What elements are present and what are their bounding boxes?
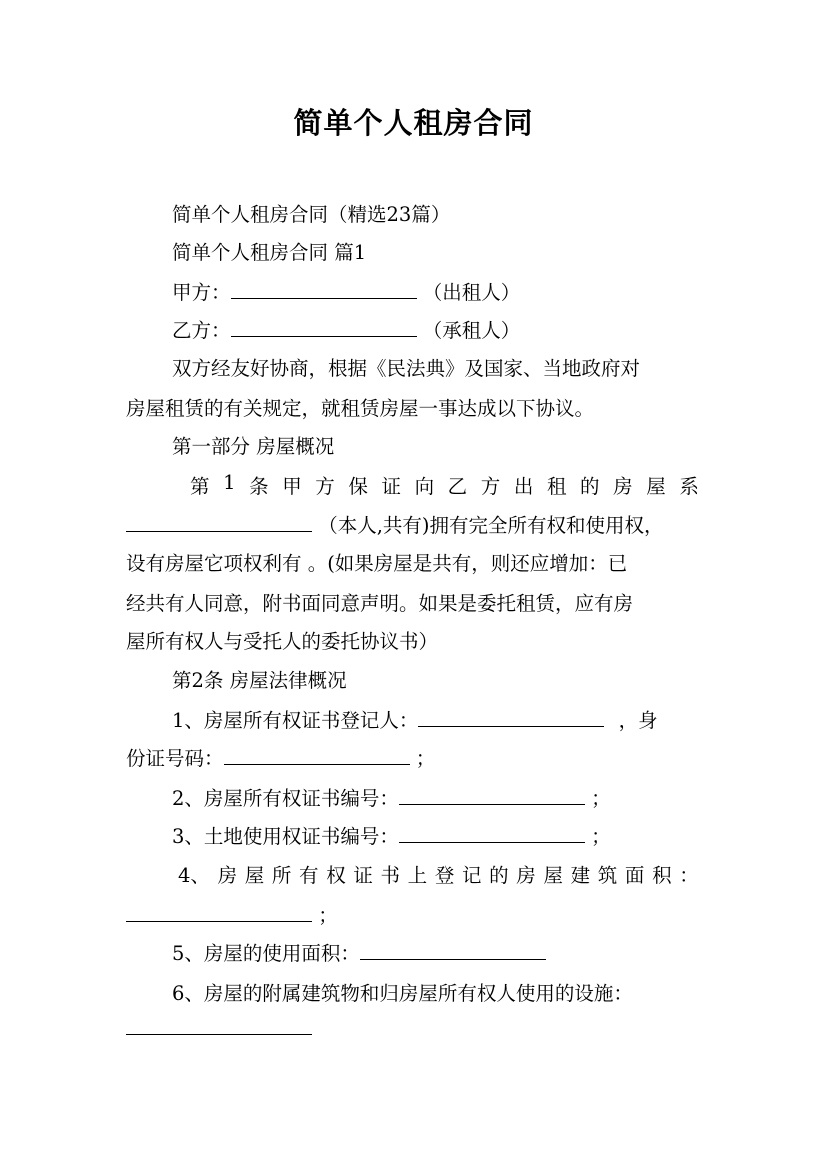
article1-char: 乙 <box>447 475 468 498</box>
item4-line2-suffix: ； <box>318 904 338 927</box>
facilities-blank[interactable] <box>126 1016 312 1035</box>
party-b-suffix: （承租人） <box>422 319 521 342</box>
item4-line1 <box>178 860 699 888</box>
item3-line <box>172 821 701 849</box>
article1-char: 第 <box>190 475 210 498</box>
article1-char: 出 <box>513 475 534 498</box>
item4-char: 屋 <box>543 864 563 887</box>
party-a-blank[interactable] <box>231 280 417 299</box>
item4-char: 屋 <box>244 864 265 887</box>
item4-char: 登 <box>434 864 455 887</box>
item4-char: 房 <box>217 864 238 887</box>
item1-suffix: ，身 <box>618 709 658 732</box>
article2-heading: 第2条 房屋法律概况 <box>172 669 347 692</box>
item3-prefix: 3、土地使用权证书编号： <box>172 825 399 848</box>
article1-char: 向 <box>414 475 435 498</box>
item4-char: 权 <box>326 864 346 887</box>
party-b-label: 乙方： <box>172 319 231 342</box>
article1-char: 1 <box>223 471 236 494</box>
item4-char: 证 <box>353 864 373 887</box>
party-a-label: 甲方： <box>172 281 231 304</box>
item2-line <box>172 783 701 811</box>
article1-char: 房 <box>613 475 633 498</box>
article1-line4: 经共有人同意，附书面同意声明。如果是委托租赁，应有房 <box>126 592 634 615</box>
item3-suffix: ； <box>591 825 611 848</box>
party-b-line <box>172 315 701 343</box>
land-cert-blank[interactable] <box>399 824 585 843</box>
item5-prefix: 5、房屋的使用面积： <box>172 942 360 965</box>
item1-line2-suffix: ； <box>415 747 436 770</box>
ownership-cert-blank[interactable] <box>399 786 585 805</box>
item4-char: 筑 <box>597 864 618 887</box>
item4-char: 书 <box>380 864 401 887</box>
item4-char: 上 <box>407 864 428 887</box>
article1-char: 保 <box>348 475 368 498</box>
item4-char: 记 <box>461 864 482 887</box>
id-number-blank[interactable] <box>224 746 410 765</box>
party-b-blank[interactable] <box>231 318 417 337</box>
party-a-line <box>172 277 701 305</box>
item5-line <box>172 938 701 966</box>
article1-char: 条 <box>249 475 269 498</box>
article1-line2-suffix: （本人,共有)拥有完全所有权和使用权， <box>318 514 664 537</box>
item2-suffix: ； <box>591 787 611 810</box>
party-a-suffix: （出租人） <box>422 281 521 304</box>
item1-line2-prefix: 份证号码： <box>126 747 224 770</box>
item4-line2 <box>126 900 701 928</box>
item4-char: 面 <box>624 864 645 887</box>
item1-prefix: 1、房屋所有权证书登记人： <box>172 709 419 732</box>
registrant-blank[interactable] <box>418 708 604 727</box>
intro-line-1: 双方经友好协商，根据《民法典》及国家、当地政府对 <box>172 357 641 380</box>
article1-line5: 屋所有权人与受托人的委托协议书） <box>126 630 439 653</box>
item4-char: ： <box>679 864 699 887</box>
article1-line3: 设有房屋它项权利有 。(如果房屋是共有，则还应增加：已 <box>126 552 628 575</box>
item1-line1 <box>172 705 701 733</box>
document-title: 简单个人租房合同 <box>293 106 534 140</box>
article1-char: 租 <box>546 475 567 498</box>
article1-char: 证 <box>381 475 401 498</box>
item4-char: 的 <box>489 864 509 887</box>
article1-line1 <box>190 471 699 499</box>
item4-char: 4、 <box>178 864 210 887</box>
subtitle: 简单个人租房合同（精选23篇） <box>172 203 451 226</box>
item1-line2 <box>126 743 701 771</box>
article1-line2 <box>126 510 701 538</box>
item6-line1: 6、房屋的附属建筑物和归房屋所有权人使用的设施： <box>172 982 633 1005</box>
item2-prefix: 2、房屋所有权证书编号： <box>172 787 399 810</box>
item4-char: 积 <box>652 864 672 887</box>
house-location-blank[interactable] <box>126 513 312 532</box>
item4-char: 所 <box>271 864 292 887</box>
item6-line2 <box>126 1016 701 1040</box>
article1-char: 方 <box>315 475 335 498</box>
article1-char: 方 <box>480 475 501 498</box>
intro-line-2: 房屋租赁的有关规定，就租赁房屋一事达成以下协议。 <box>126 397 595 420</box>
item4-char: 建 <box>570 864 591 887</box>
item4-char: 房 <box>516 864 536 887</box>
article1-char: 系 <box>679 475 699 498</box>
article1-char: 屋 <box>646 475 666 498</box>
article1-char: 甲 <box>282 475 302 498</box>
article1-char: 的 <box>580 475 600 498</box>
usable-area-blank[interactable] <box>360 941 546 960</box>
part1-heading: 第一部分 房屋概况 <box>172 435 335 458</box>
building-area-blank[interactable] <box>126 903 312 922</box>
heading-section-1: 简单个人租房合同 篇1 <box>172 241 367 264</box>
item4-char: 有 <box>299 864 319 887</box>
